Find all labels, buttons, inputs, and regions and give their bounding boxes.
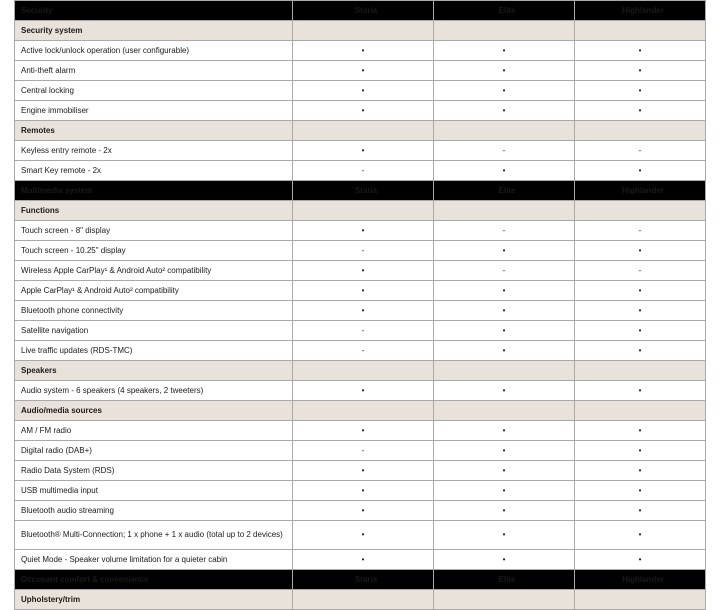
feature-row: [15, 381, 706, 401]
standard-dot-mark: •: [293, 81, 434, 101]
standard-dot-mark: •: [434, 281, 575, 301]
standard-dot-mark: •: [575, 101, 706, 121]
subsection-cell: [434, 401, 575, 421]
subsection-title: Speakers: [15, 361, 293, 381]
standard-dot-mark: •: [575, 421, 706, 441]
not-available-mark: -: [293, 341, 434, 361]
feature-label: Touch screen - 8" display: [15, 221, 293, 241]
standard-dot-mark: •: [293, 521, 434, 550]
subsection-title: Remotes: [15, 121, 293, 141]
variant-header: Elite: [434, 570, 575, 590]
spec-table: [14, 0, 706, 610]
standard-dot-mark: •: [434, 301, 575, 321]
standard-dot-mark: •: [434, 61, 575, 81]
standard-dot-mark: •: [575, 61, 706, 81]
standard-dot-mark: •: [575, 41, 706, 61]
feature-label: Bluetooth audio streaming: [15, 501, 293, 521]
standard-dot-mark: •: [293, 101, 434, 121]
standard-dot-mark: •: [293, 481, 434, 501]
feature-row: [15, 521, 706, 550]
feature-label: Bluetooth phone connectivity: [15, 301, 293, 321]
standard-dot-mark: •: [575, 550, 706, 570]
standard-dot-mark: •: [575, 161, 706, 181]
standard-dot-mark: •: [293, 141, 434, 161]
standard-dot-mark: •: [434, 81, 575, 101]
subsection-cell: [293, 401, 434, 421]
standard-dot-mark: •: [293, 301, 434, 321]
feature-label: Active lock/unlock operation (user configurable): [15, 41, 293, 61]
standard-dot-mark: •: [293, 501, 434, 521]
feature-row: [15, 301, 706, 321]
standard-dot-mark: •: [293, 61, 434, 81]
feature-row: [15, 461, 706, 481]
not-available-mark: -: [434, 221, 575, 241]
not-available-mark: -: [293, 161, 434, 181]
feature-label: Radio Data System (RDS): [15, 461, 293, 481]
variant-header: Staria: [293, 570, 434, 590]
not-available-mark: -: [434, 261, 575, 281]
section-title: Security: [15, 1, 293, 21]
subsection-title: Security system: [15, 21, 293, 41]
subsection-cell: [575, 401, 706, 421]
subsection-row: [15, 121, 706, 141]
variant-header: Highlander: [575, 1, 706, 21]
section-title: Multimedia system: [15, 181, 293, 201]
standard-dot-mark: •: [293, 461, 434, 481]
standard-dot-mark: •: [575, 381, 706, 401]
feature-label: Audio system - 6 speakers (4 speakers, 2 tweeters): [15, 381, 293, 401]
feature-row: [15, 321, 706, 341]
not-available-mark: -: [434, 141, 575, 161]
feature-row: [15, 441, 706, 461]
subsection-cell: [293, 121, 434, 141]
feature-label: Quiet Mode - Speaker volume limitation for a quieter cabin: [15, 550, 293, 570]
standard-dot-mark: •: [434, 101, 575, 121]
subsection-cell: [575, 590, 706, 610]
subsection-cell: [293, 590, 434, 610]
standard-dot-mark: •: [575, 281, 706, 301]
subsection-cell: [434, 590, 575, 610]
feature-row: [15, 421, 706, 441]
feature-label: Central locking: [15, 81, 293, 101]
standard-dot-mark: •: [293, 261, 434, 281]
standard-dot-mark: •: [293, 381, 434, 401]
feature-label: Live traffic updates (RDS-TMC): [15, 341, 293, 361]
standard-dot-mark: •: [575, 321, 706, 341]
standard-dot-mark: •: [434, 41, 575, 61]
subsection-cell: [293, 21, 434, 41]
subsection-row: [15, 401, 706, 421]
variant-header: Highlander: [575, 570, 706, 590]
standard-dot-mark: •: [434, 521, 575, 550]
section-header-row: [15, 570, 706, 590]
standard-dot-mark: •: [575, 341, 706, 361]
standard-dot-mark: •: [434, 161, 575, 181]
feature-row: [15, 101, 706, 121]
feature-label: Keyless entry remote - 2x: [15, 141, 293, 161]
standard-dot-mark: •: [434, 481, 575, 501]
standard-dot-mark: •: [434, 550, 575, 570]
subsection-cell: [575, 21, 706, 41]
variant-header: Staria: [293, 1, 434, 21]
not-available-mark: -: [575, 261, 706, 281]
subsection-cell: [293, 361, 434, 381]
standard-dot-mark: •: [434, 341, 575, 361]
section-title: Occupant comfort & convenience: [15, 570, 293, 590]
feature-row: [15, 221, 706, 241]
subsection-title: Functions: [15, 201, 293, 221]
feature-label: USB multimedia input: [15, 481, 293, 501]
not-available-mark: -: [575, 221, 706, 241]
feature-row: [15, 341, 706, 361]
feature-row: [15, 550, 706, 570]
feature-label: Apple CarPlay¹ & Android Auto² compatibility: [15, 281, 293, 301]
variant-header: Elite: [434, 181, 575, 201]
subsection-cell: [434, 21, 575, 41]
standard-dot-mark: •: [434, 441, 575, 461]
feature-label: Anti-theft alarm: [15, 61, 293, 81]
section-header-row: [15, 1, 706, 21]
standard-dot-mark: •: [575, 441, 706, 461]
feature-row: [15, 281, 706, 301]
feature-row: [15, 41, 706, 61]
standard-dot-mark: •: [575, 301, 706, 321]
feature-row: [15, 141, 706, 161]
standard-dot-mark: •: [293, 41, 434, 61]
standard-dot-mark: •: [293, 281, 434, 301]
feature-label: Touch screen - 10.25" display: [15, 241, 293, 261]
feature-row: [15, 261, 706, 281]
section-header-row: [15, 181, 706, 201]
subsection-row: [15, 361, 706, 381]
feature-label: Digital radio (DAB+): [15, 441, 293, 461]
not-available-mark: -: [293, 321, 434, 341]
standard-dot-mark: •: [434, 321, 575, 341]
subsection-cell: [434, 201, 575, 221]
standard-dot-mark: •: [434, 381, 575, 401]
feature-row: [15, 161, 706, 181]
standard-dot-mark: •: [575, 241, 706, 261]
variant-header: Staria: [293, 181, 434, 201]
subsection-cell: [293, 201, 434, 221]
not-available-mark: -: [575, 141, 706, 161]
standard-dot-mark: •: [434, 421, 575, 441]
feature-label: Wireless Apple CarPlay¹ & Android Auto² compatibility: [15, 261, 293, 281]
variant-header: Highlander: [575, 181, 706, 201]
variant-header: Elite: [434, 1, 575, 21]
subsection-cell: [434, 361, 575, 381]
feature-row: [15, 501, 706, 521]
standard-dot-mark: •: [434, 241, 575, 261]
subsection-row: [15, 21, 706, 41]
feature-row: [15, 61, 706, 81]
subsection-row: [15, 590, 706, 610]
subsection-title: Audio/media sources: [15, 401, 293, 421]
standard-dot-mark: •: [293, 550, 434, 570]
not-available-mark: -: [293, 441, 434, 461]
feature-row: [15, 241, 706, 261]
not-available-mark: -: [293, 241, 434, 261]
subsection-cell: [575, 121, 706, 141]
spec-table-body: [15, 1, 706, 610]
feature-row: [15, 481, 706, 501]
feature-label: Engine immobiliser: [15, 101, 293, 121]
standard-dot-mark: •: [575, 521, 706, 550]
standard-dot-mark: •: [575, 461, 706, 481]
standard-dot-mark: •: [293, 421, 434, 441]
feature-label: Satellite navigation: [15, 321, 293, 341]
subsection-cell: [575, 201, 706, 221]
subsection-cell: [575, 361, 706, 381]
standard-dot-mark: •: [434, 501, 575, 521]
feature-label: Smart Key remote - 2x: [15, 161, 293, 181]
subsection-title: Upholstery/trim: [15, 590, 293, 610]
standard-dot-mark: •: [293, 221, 434, 241]
subsection-row: [15, 201, 706, 221]
standard-dot-mark: •: [575, 81, 706, 101]
feature-row: [15, 81, 706, 101]
standard-dot-mark: •: [434, 461, 575, 481]
subsection-cell: [434, 121, 575, 141]
feature-label: Bluetooth® Multi-Connection; 1 x phone + 1 x audio (total up to 2 devices): [15, 521, 293, 550]
standard-dot-mark: •: [575, 501, 706, 521]
feature-label: AM / FM radio: [15, 421, 293, 441]
standard-dot-mark: •: [575, 481, 706, 501]
